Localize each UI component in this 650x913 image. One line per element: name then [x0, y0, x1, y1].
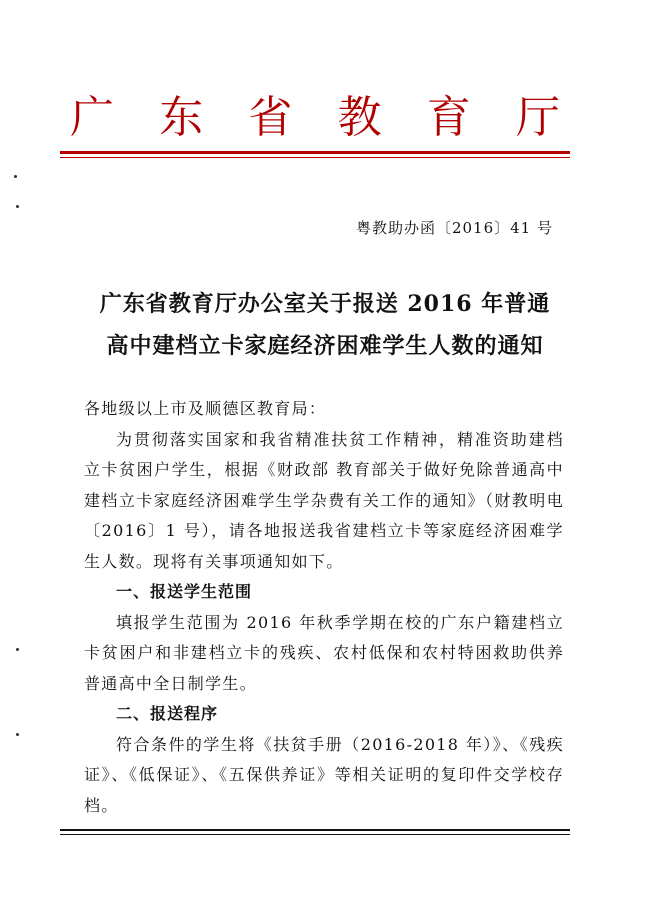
authority-char: 东 — [159, 92, 204, 143]
header-rule-thin — [60, 157, 570, 158]
issuing-authority-title — [70, 88, 560, 148]
header-rule-thick — [60, 151, 570, 154]
intro-paragraph: 为贯彻落实国家和我省精准扶贫工作精神，精准资助建档立卡贫困户学生，根据《财政部 教育部关于做好免除普通高中建档立卡家庭经济困难学生学杂费有关工作的通知》（财教明电〔2016〕1 号），请各地报送我省建档立卡等家庭经济困难学生人数。现将有关事项通知如下。 — [84, 429, 564, 571]
footer-rule-top — [60, 829, 570, 831]
margin-mark — [16, 733, 19, 736]
authority-char: 广 — [70, 92, 114, 143]
margin-mark — [14, 175, 17, 178]
margin-mark — [16, 648, 19, 651]
title-line-1: 广东省教育厅办公室关于报送 2016 年普通 — [99, 291, 551, 317]
title-line-2: 高中建档立卡家庭经济困难学生人数的通知 — [106, 333, 544, 359]
authority-char: 厅 — [515, 92, 560, 143]
salutation: 各地级以上市及顺德区教育局： — [84, 399, 327, 418]
document-title — [60, 283, 590, 367]
section-1-paragraph: 填报学生范围为 2016 年秋季学期在校的广东户籍建档立卡贫困户和非建档立卡的残疾、农村低保和农村特困救助供养普通高中全日制学生。 — [84, 612, 564, 693]
section-heading-2: 二、报送程序 — [116, 704, 219, 723]
authority-char: 育 — [426, 92, 471, 143]
document-body — [84, 394, 564, 821]
margin-mark — [16, 205, 19, 208]
section-heading-1: 一、报送学生范围 — [116, 582, 253, 601]
authority-char: 教 — [337, 92, 382, 143]
document-number: 粤教助办函〔2016〕41 号 — [355, 219, 553, 237]
authority-char: 省 — [248, 92, 293, 143]
section-2-paragraph: 符合条件的学生将《扶贫手册（2016-2018 年）》、《残疾证》、《低保证》、《五保供养证》等相关证明的复印件交学校存档。 — [84, 734, 564, 815]
footer-rule-bottom — [60, 834, 570, 835]
